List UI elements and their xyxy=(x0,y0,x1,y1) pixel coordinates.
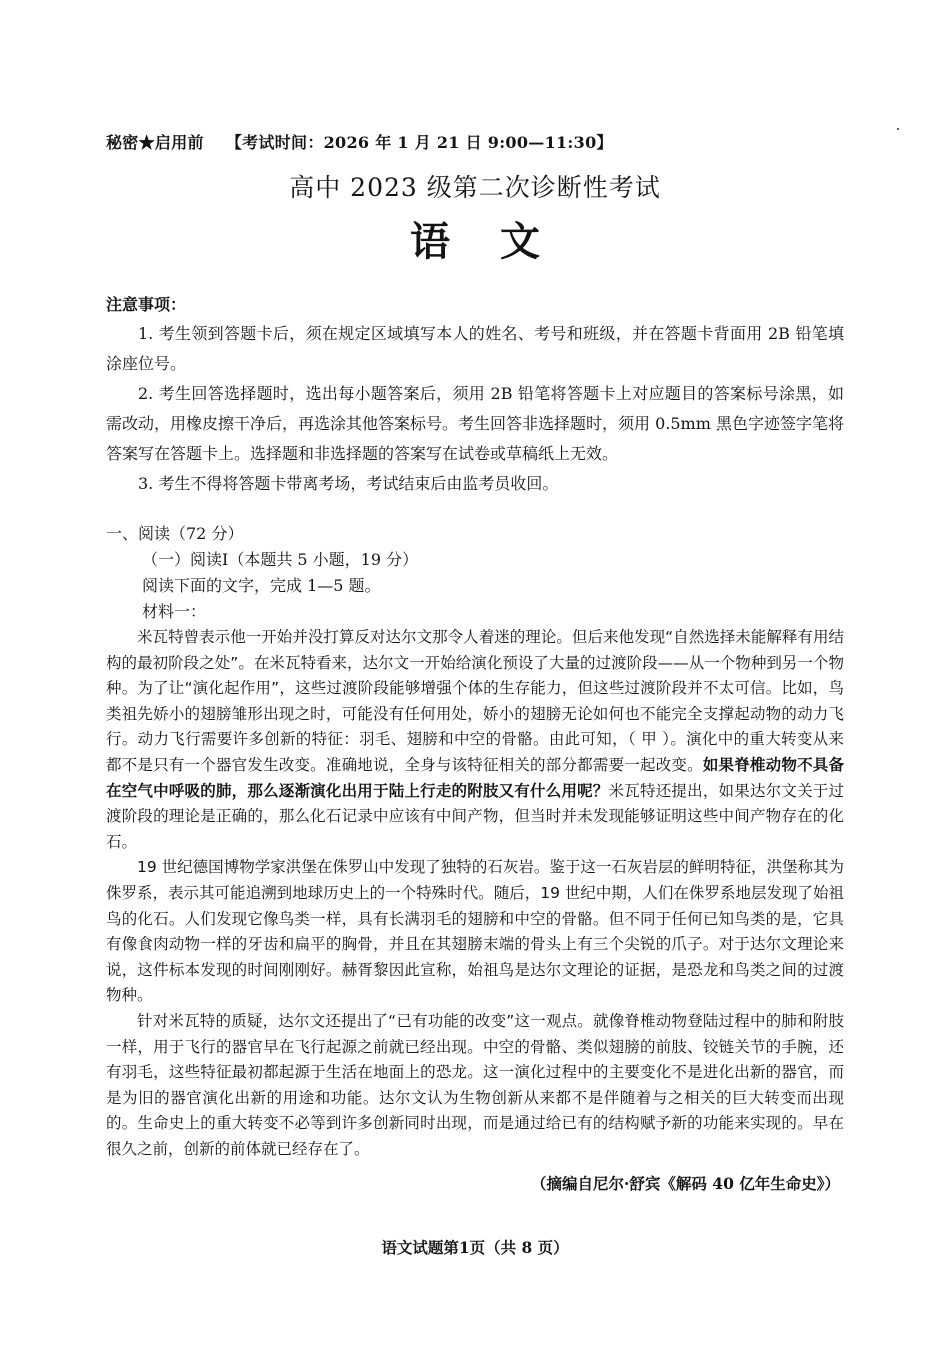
source-credit: （摘编自尼尔·舒宾《解码 40 亿年生命史》） xyxy=(530,1174,840,1194)
passage-paragraph-1 xyxy=(106,625,844,855)
exam-time: 【考试时间：2026 年 1 月 21 日 9:00—11:30】 xyxy=(225,133,613,152)
p1-part-b: 米瓦特还提出，如果达尔文关于过渡阶段的理论是正确的，那么化石记录中应该有中间产物，但当时并未发现能够证明这些中间产物存在的化石。 xyxy=(106,781,844,851)
p1-part-a: 米瓦特曾表示他一开始并没打算反对达尔文那令人着迷的理论。但后来他发现“自然选择未能解释有用结构的最初阶段之处”。在米瓦特看来，达尔文一开始给演化预设了大量的过渡阶段——从一个物种到另一个物种。为了让“演化起作用”，这些过渡阶段能够增强个体的生存能力，但这些过渡阶段并不太可信。比如，鸟类祖先娇小的翅膀雏形出现之时，可能没有任何用处，娇小的翅膀无论如何也不能完全支撑起动物的动力飞行。动力飞行需要许多创新的特征：羽毛、翅膀和中空的骨骼。由此可知，（ 甲 ）。演化中的重大转变从来都不是只有一个器官发生改变。准确地说，全身与该特征相关的部分都需要一起改变。 xyxy=(106,628,844,774)
part-title: （一）阅读Ⅰ（本题共 5 小题，19 分） xyxy=(142,550,419,569)
subject-title xyxy=(106,210,844,272)
material-label: 材料一： xyxy=(142,602,207,621)
notice-item-3: 3. 考生不得将答题卡带离考场，考试结束后由监考员收回。 xyxy=(138,474,559,493)
header-line xyxy=(106,130,844,160)
section-title: 一、阅读（72 分） xyxy=(106,524,244,543)
page-footer: 语文试题第1页（共 8 页） xyxy=(381,1238,569,1257)
p1-bold-question: 如果脊椎动物不具备在空气中呼吸的肺，那么逐渐演化出用于陆上行走的附肢又有什么用呢？ xyxy=(106,755,844,800)
exam-title: 高中 2023 级第二次诊断性考试 xyxy=(289,173,661,202)
passage-paragraph-2: 19 世纪德国博物学家洪堡在侏罗山中发现了独特的石灰岩。鉴于这一石灰岩层的鲜明特征，洪堡称其为侏罗系，表示其可能追溯到地球历史上的一个特殊时代。随后，19 世纪中期，人们在侏罗系地层发现了始祖鸟的化石。人们发现它像鸟类一样，具有长满羽毛的翅膀和中空的骨骼。但不同于任何已知鸟类的是，它具有像食肉动物一样的牙齿和扁平的胸骨，并且在其翅膀末端的骨头上有三个尖锐的爪子。对于达尔文理论来说，这件标本发现的时间刚刚好。赫胥黎因此宣称，始祖鸟是达尔文理论的证据，是恐龙和鸟类之间的过渡物种。 xyxy=(106,858,844,1005)
scan-speck xyxy=(897,128,899,130)
notice-item-1: 1. 考生领到答题卡后，须在规定区域填写本人的姓名、考号和班级，并在答题卡背面用 2B 铅笔填涂座位号。 xyxy=(106,324,844,373)
instruction: 阅读下面的文字，完成 1—5 题。 xyxy=(142,576,381,595)
notice-list xyxy=(106,319,844,499)
passage-paragraph-3: 针对米瓦特的质疑，达尔文还提出了“已有功能的改变”这一观点。就像脊椎动物登陆过程中的肺和附肢一样，用于飞行的器官早在飞行起源之前就已经出现。中空的骨骼、类似翅膀的前肢、铰链关节的手腕，还有羽毛，这些特征最初都起源于生活在地面上的恐龙。这一演化过程中的主要变化不是进化出新的器官，而是为旧的器官演化出新的用途和功能。达尔文认为生物创新从来都不是伴随着与之相关的巨大转变而出现的。生命史上的重大转变不必等到许多创新同时出现，而是通过给已有的结构赋予新的功能来实现的。早在很久之前，创新的前体就已经存在了。 xyxy=(106,1011,844,1158)
subject-char-2: 文 xyxy=(500,218,540,265)
secret-label: 秘密★启用前 xyxy=(106,133,204,152)
notice-heading: 注意事项： xyxy=(106,295,187,314)
notice-item-2: 2. 考生回答选择题时，选出每小题答案后，须用 2B 铅笔将答题卡上对应题目的答案标号涂黑，如需改动，用橡皮擦干净后，再选涂其他答案标号。考生回答非选择题时，须用 0.5mm 黑色字迹签字笔将答案写在答题卡上。选择题和非选择题的答案写在试卷或草稿纸上无效。 xyxy=(106,384,844,463)
subject-char-1: 语 xyxy=(410,218,450,265)
